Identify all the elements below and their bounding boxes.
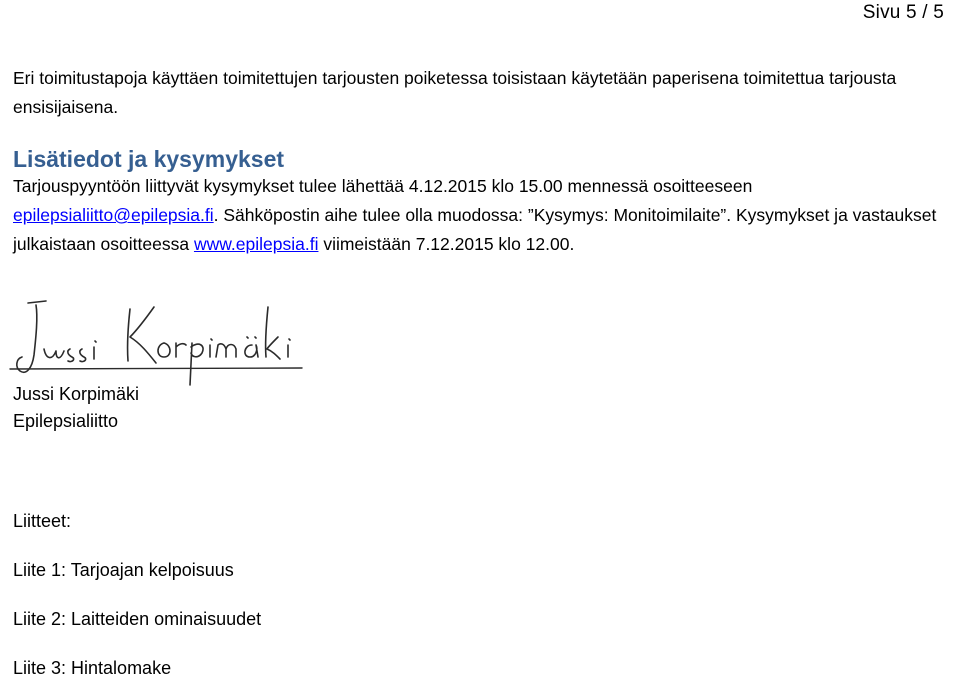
attachment-item-1: Liite 1: Tarjoajan kelpoisuus — [13, 560, 234, 580]
info-text-1: Tarjouspyyntöön liittyvät kysymykset tulee lähettää 4.12.2015 klo 15.00 mennessä osoitteeseen — [13, 176, 753, 196]
info-paragraph — [13, 172, 953, 259]
page-number: Sivu 5 / 5 — [862, 2, 944, 23]
attachments-title: Liitteet: — [13, 511, 72, 531]
info-text-2: . Sähköpostin aihe tulee olla muodossa: ”Kysymys: Monitoimilaite”. Kysymykset ja vastaukset julkaistaan osoitteessa — [13, 205, 937, 254]
attachment-item-3: Liite 3: Hintalomake — [13, 658, 172, 678]
intro-paragraph: Eri toimitustapoja käyttäen toimitettujen tarjousten poiketessa toisistaan käytetään paperisena toimitettua tarjousta ensisijaisena. — [13, 68, 897, 117]
info-text-3: viimeistään 7.12.2015 klo 12.00. — [318, 234, 575, 254]
attachment-item-2: Liite 2: Laitteiden ominaisuudet — [13, 609, 262, 629]
website-link[interactable]: www.epilepsia.fi — [193, 234, 319, 254]
email-link[interactable]: epilepsialiitto@epilepsia.fi — [13, 205, 214, 225]
signer-name: Jussi Korpimäki — [13, 384, 140, 404]
section-heading: Lisätiedot ja kysymykset — [13, 146, 285, 172]
handwritten-signature — [6, 297, 306, 392]
signer-organization: Epilepsialiitto — [13, 411, 119, 431]
